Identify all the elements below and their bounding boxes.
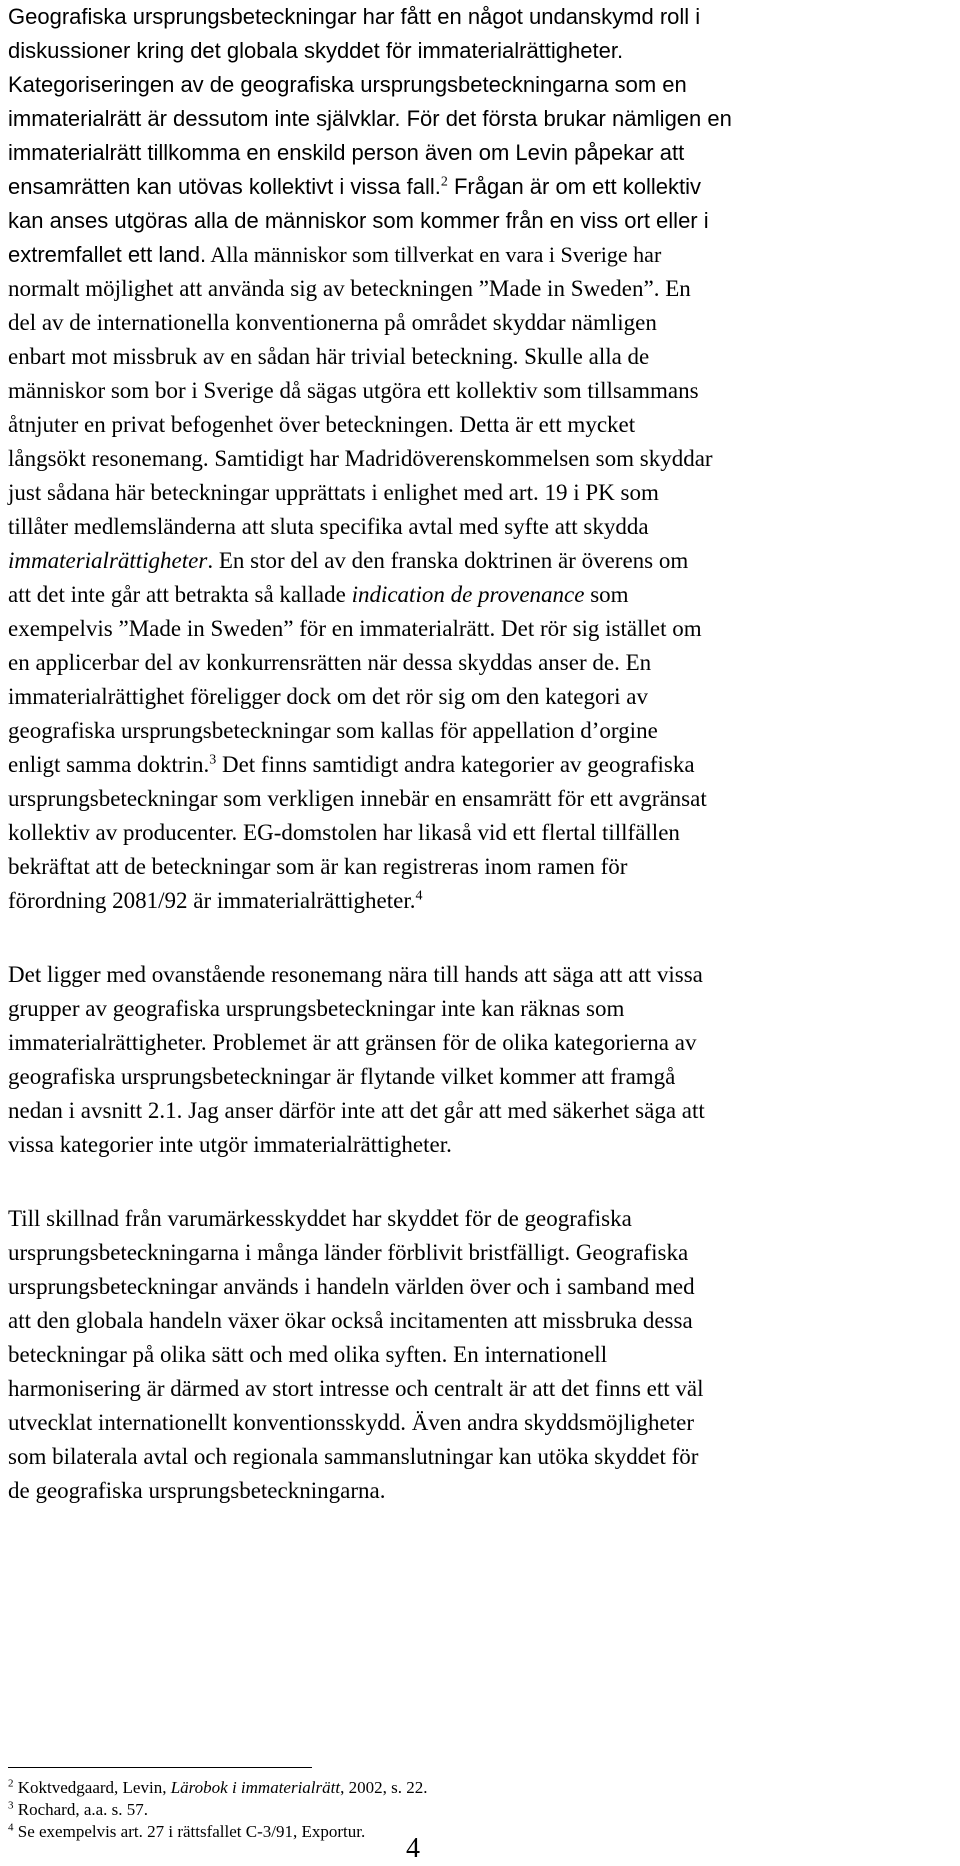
text-line [8,442,713,476]
text-line [8,238,661,272]
text-span: en applicerbar del av konkurrensrätten när dessa skyddas anser de. En [8,650,652,675]
text-line [8,578,629,612]
text-span: ursprungsbeteckningar används i handeln världen över och i samband med [8,1274,695,1299]
text-line [8,612,702,646]
text-line [8,1440,698,1474]
footnote-ref: 2 [8,1777,14,1790]
text-span: som bilaterala avtal och regionala sammanslutningar kan utöka skyddet för [8,1444,699,1469]
text-span: Det ligger med ovanstående resonemang nära till hands att säga att att vissa [8,962,703,987]
footnote [8,1777,427,1799]
text-span: enbart mot missbruk av en sådan här trivial beteckning. Skulle alla de [8,344,650,369]
text-span: diskussioner kring det globala skyddet för immaterialrättigheter. [8,38,624,63]
text-line [8,510,649,544]
text-line [8,1270,695,1304]
text-line [8,1474,385,1508]
text-span: Se exempelvis art. 27 i rättsfallet C-3/91, Exportur. [13,1822,366,1841]
text-span: Koktvedgaard, Levin, [13,1778,171,1797]
text-line [8,748,695,782]
text-span: extremfallet ett land. [8,242,207,267]
text-span: Geografiska ursprungsbeteckningar har fått en något undanskymd roll i [8,4,701,29]
text-span: del av de internationella konventionerna på området skyddar nämligen [8,310,657,335]
text-line [8,68,687,102]
text-line [8,170,701,204]
text-line [8,680,648,714]
text-span: kan anses utgöras alla de människor som kommer från en viss ort eller i [8,208,709,233]
footnote-ref: 3 [209,752,217,768]
text-span: geografiska ursprungsbeteckningar är flytande vilket kommer att framgå [8,1064,676,1089]
text-span: Kategoriseringen av de geografiska ursprungsbeteckningarna som en [8,72,687,97]
text-span: immaterialrättigheter. Problemet är att gränsen för de olika kategorierna av [8,1030,697,1055]
text-line [8,340,649,374]
text-line [8,272,691,306]
text-span: ursprungsbeteckningarna i många länder förblivit bristfälligt. Geografiska [8,1240,689,1265]
text-line [8,1128,452,1162]
text-span: ensamrätten kan utövas kollektivt i vissa fall. [8,174,441,199]
text-span: utvecklat internationellt konventionsskydd. Även andra skyddsmöjligheter [8,1410,695,1435]
text-line [8,374,699,408]
text-span: beteckningar på olika sätt och med olika syften. En internationell [8,1342,608,1367]
text-span: Det finns samtidigt andra kategorier av geografiska [216,752,695,777]
text-line [8,1060,675,1094]
page-number: 4 [406,1833,420,1864]
text-span: vissa kategorier inte utgör immaterialrättigheter. [8,1132,452,1157]
text-line [8,34,623,68]
text-line [8,646,651,680]
text-span: Rochard, a.a. s. 57. [13,1800,149,1819]
text-span: åtnjuter en privat befogenhet över beteckningen. Detta är ett mycket [8,412,636,437]
text-line [8,476,659,510]
text-line [8,1236,688,1270]
text-span: Alla människor som tillverkat en vara i Sverige har [206,242,662,267]
text-span: , 2002, s. 22. [340,1778,428,1797]
text-line [8,782,707,816]
text-line [8,1304,693,1338]
text-line [8,408,635,442]
text-line [8,714,658,748]
text-span: harmonisering är därmed av stort intresse och centralt är att det finns ett väl [8,1376,704,1401]
text-span: tillåter medlemsländerna att sluta specifika avtal med syfte att skydda [8,514,649,539]
text-span: att den globala handeln växer ökar också incitamenten att missbruka dessa [8,1308,693,1333]
text-span: grupper av geografiska ursprungsbeteckningar inte kan räknas som [8,996,625,1021]
text-span: geografiska ursprungsbeteckningar som kallas för appellation d’orgine [8,718,658,743]
text-span: ursprungsbeteckningar som verkligen innebär en ensamrätt för ett avgränsat [8,786,707,811]
text-line [8,1338,607,1372]
text-line [8,1406,694,1440]
text-span: immaterialrätt är dessutom inte självklar. För det första brukar nämligen en [8,106,732,131]
text-span: exempelvis ”Made in Sweden” för en immaterialrätt. Det rör sig istället om [8,616,702,641]
footnote-ref: 2 [440,174,448,190]
italic-text: Lärobok i immaterialrätt [170,1778,341,1797]
footnote-ref: 3 [8,1799,14,1812]
text-span: att det inte går att betrakta så kallade [8,582,352,607]
footnote-ref: 4 [8,1821,14,1834]
text-span: kollektiv av producenter. EG-domstolen har likaså vid ett flertal tillfällen [8,820,680,845]
text-line [8,992,624,1026]
text-line [8,816,680,850]
text-span: som [584,582,629,607]
text-span: Frågan är om ett kollektiv [447,174,701,199]
text-line [8,136,684,170]
footnote-separator [8,1767,312,1768]
text-span: de geografiska ursprungsbeteckningarna. [8,1478,386,1503]
text-line [8,1372,704,1406]
text-span: immaterialrättighet föreligger dock om det rör sig om den kategori av [8,684,648,709]
italic-text: indication de provenance [351,582,585,607]
text-line [8,1202,632,1236]
text-line [8,884,423,918]
text-line [8,306,657,340]
text-line [8,544,688,578]
text-span: Till skillnad från varumärkesskyddet har skyddet för de geografiska [8,1206,632,1231]
footnote [8,1799,148,1821]
italic-text: immaterialrättigheter [8,548,208,573]
text-span: bekräftat att de beteckningar som är kan registreras inom ramen för [8,854,628,879]
text-span: normalt möjlighet att använda sig av beteckningen ”Made in Sweden”. En [8,276,691,301]
text-span: förordning 2081/92 är immaterialrättigheter. [8,888,416,913]
text-line [8,1026,696,1060]
text-span: immaterialrätt tillkomma en enskild person även om Levin påpekar att [8,140,685,165]
text-line [8,204,709,238]
text-span: . En stor del av den franska doktrinen är överens om [207,548,689,573]
text-span: långsökt resonemang. Samtidigt har Madridöverenskommelsen som skyddar [8,446,713,471]
text-span: enligt samma doktrin. [8,752,210,777]
text-line [8,0,700,34]
text-span: nedan i avsnitt 2.1. Jag anser därför inte att det går att med säkerhet säga att [8,1098,705,1123]
text-span: just sådana här beteckningar upprättats i enlighet med art. 19 i PK som [8,480,659,505]
text-line [8,958,703,992]
text-line [8,850,627,884]
text-line [8,102,732,136]
text-line [8,1094,705,1128]
text-span: människor som bor i Sverige då sägas utgöra ett kollektiv som tillsammans [8,378,699,403]
footnote-ref: 4 [415,888,423,904]
footnote [8,1821,365,1843]
